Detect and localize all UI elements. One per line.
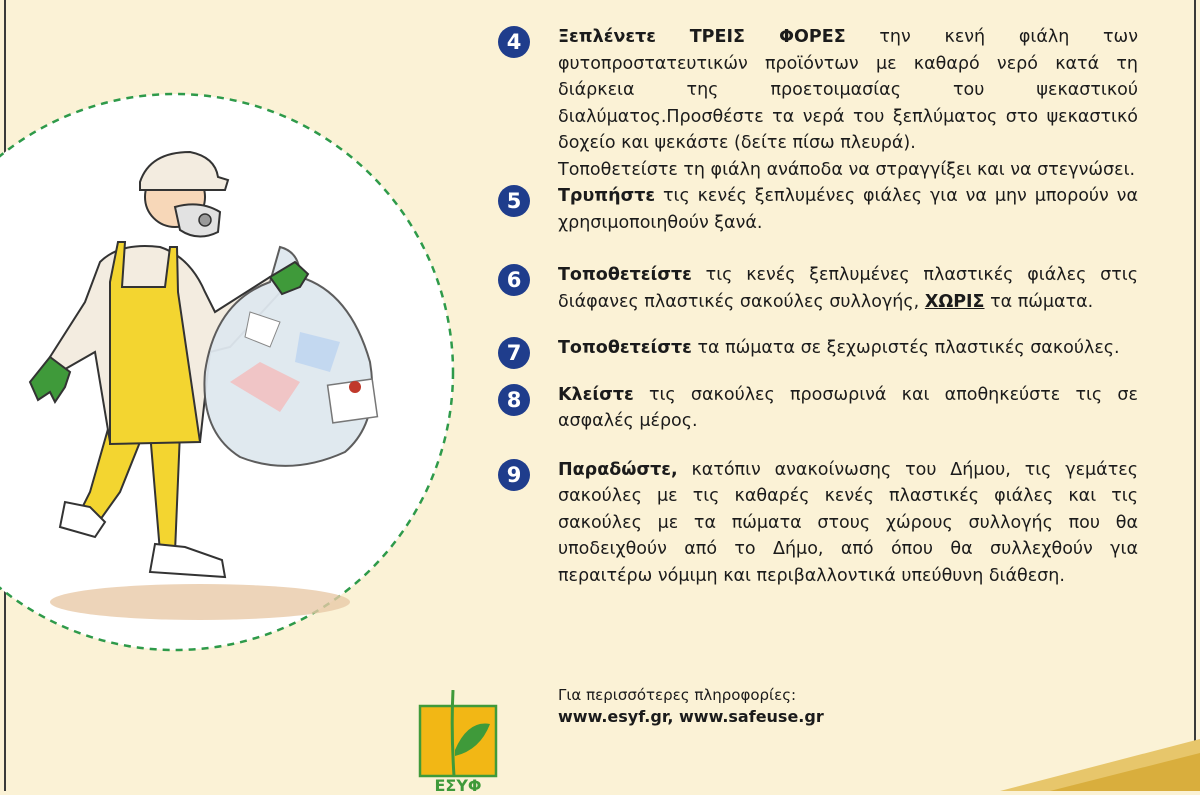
step-underlined: ΧΩΡΙΣ: [924, 291, 985, 312]
step-bold-lead: Τρυπήστε: [558, 186, 656, 206]
step-body: την κενή φιάλη των φυτοπροστατευτικών προϊόντων με καθαρό νερό κατά τη διάρκεια της προετοιμασίας του ψεκαστικού διαλύματος.Προσθέστε τα νερά του ξεπλύματος στο ψεκαστικό δοχείο και ψεκάστε (δείτε πίσω πλευρά).: [558, 27, 1138, 153]
step-body-after: τα πώματα.: [990, 291, 1094, 312]
gold-corner-decoration: [940, 731, 1200, 791]
more-info-urls[interactable]: www.esyf.gr, www.safeuse.gr: [558, 707, 824, 726]
step-bold-lead: Τοποθετείστε: [558, 338, 692, 358]
step-number-badge: 5: [498, 185, 530, 217]
step-emphasis: ΤΡΕΙΣ ΦΟΡΕΣ: [689, 27, 846, 47]
instruction-steps: [498, 24, 1138, 613]
step-text: [558, 183, 1138, 236]
step-7: [498, 335, 1138, 365]
step-6: [498, 262, 1138, 315]
step-number-badge: 8: [498, 384, 530, 416]
step-body: τα πώματα σε ξεχωριστές πλαστικές σακούλες.: [697, 338, 1120, 358]
step-bold-lead: Κλείστε: [558, 384, 634, 405]
esyf-logo-icon: [418, 690, 498, 791]
step-body: κατόπιν ανακοίνωσης του Δήμου, τις γεμάτες σακούλες με τις καθαρές κενές πλαστικές φιάλες και τις σακούλες με τα πώματα στους χώρους συλλογής που θα υποδειχθούν από το Δήμο, από όπου θα συλλεχθούν για περαιτέρω νόμιμη και περιβαλλοντικά υπεύθυνη διάθεση.: [558, 459, 1138, 586]
step-bold-lead: Παραδώστε,: [558, 459, 678, 480]
step-number-badge: 9: [498, 459, 530, 491]
step-body: τις σακούλες προσωρινά και αποθηκεύστε τις σε ασφαλές μέρος.: [558, 384, 1138, 431]
step-body: τις κενές ξεπλυμένες φιάλες για να μην μπορούν να χρησιμοποιηθούν ξανά.: [558, 186, 1138, 233]
step-number-badge: 4: [498, 26, 530, 58]
worker-carrying-bag-illustration: [0, 82, 470, 682]
logo-text: ΕΣΥΦ: [434, 776, 482, 791]
step-5: [498, 183, 1138, 236]
more-info-label: Για περισσότερες πληροφορίες:: [558, 686, 797, 704]
step-8: [498, 382, 1138, 435]
more-info: [558, 684, 824, 728]
step-text: [558, 335, 1138, 362]
step-extra-text: Τοποθετείστε τη φιάλη ανάποδα να στραγγίξει και να στεγνώσει.: [558, 159, 1136, 180]
step-text: [558, 262, 1138, 315]
step-text: [558, 457, 1138, 590]
step-body: τις κενές ξεπλυμένες πλαστικές φιάλες στις διάφανες πλαστικές σακούλες συλλογής,: [558, 265, 1138, 312]
step-text: [558, 24, 1138, 157]
step-bold-lead: Τοποθετείστε: [558, 265, 692, 285]
step-number-badge: 7: [498, 337, 530, 369]
step-bold-lead: Ξεπλένετε: [558, 27, 657, 47]
step-number-badge: 6: [498, 264, 530, 296]
right-frame-line: [1194, 0, 1196, 791]
step-4: [498, 24, 1138, 183]
step-text: [558, 382, 1138, 435]
step-9: [498, 457, 1138, 590]
